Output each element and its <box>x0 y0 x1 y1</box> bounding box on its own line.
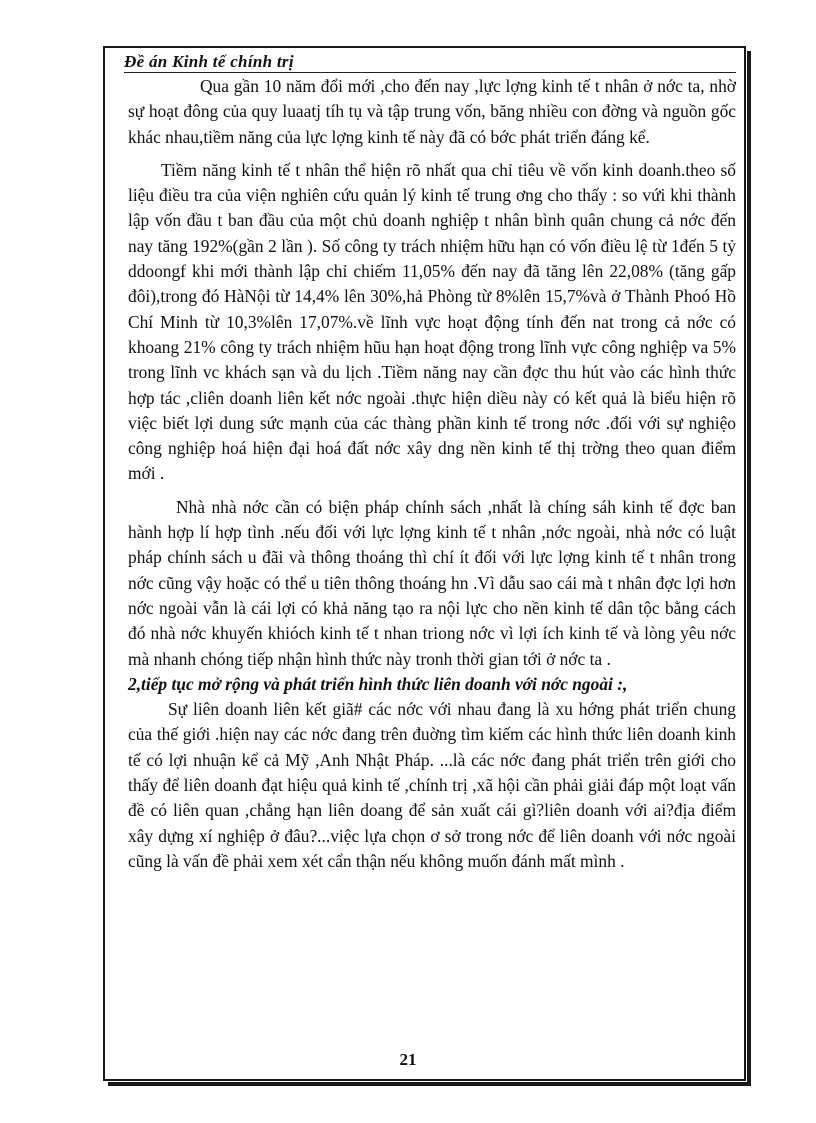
page-number: 21 <box>399 1050 417 1069</box>
running-header: Đề án Kinh tế chính trị <box>124 52 736 73</box>
paragraph-4: Sự liên doanh liên kết giã# các nớc với nhau đang là xu hớng phát triển chung của thế giới .hiện nay các nớc đang trên đuờng tìm kiếm các hình thức liên doanh kinh tế có lợi nhuận kể cả Mỹ ,Anh Nhật Pháp. ...là các nớc đang phát triển trên giới cho thấy để liên doanh đạt hiệu quả kinh tế ,chính trị ,xã hội cần phải giải đáp một loạt vấn đề có liên quan ,chẳng hạn liên doang để sản xuất cái gì?liên doanh với ai?địa điểm xây dựng xí nghiệp ở đâu?...việc lựa chọn ơ sở trong nớc để liên doanh với nớc ngoài cũng là vấn đề phải xem xét cẩn thận nếu không muốn đánh mất mình . <box>128 699 736 871</box>
body-text <box>128 74 736 874</box>
paragraph-1: Qua gần 10 năm đổi mới ,cho đến nay ,lực lợng kinh tế t nhân ở nớc ta, nhờ sự hoạt đông của quy luaatj tíh tụ và tập trung vốn, băng nhiều con đờng và nguồn gốc khác nhau,tiềm năng của lực lợng kinh tế này đã có bớc phát triển đáng kể. <box>128 76 736 147</box>
paragraph-3: Nhà nhà nớc cần có biện pháp chính sách ,nhất là chíng sáh kinh tế đợc ban hành hợp lí hợp tình .nếu đối với lực lợng kinh tế t nhân ,nớc ngoài, nhà nớc có luật pháp chính sách u đãi và thông thoáng thì chí ít đối với lực lợng kinh tế t nhân trong nớc cũng vậy hoặc có thể u tiên thông thoáng hn .Vì dẫu sao cái mà t nhân đợc lợi hơn nớc ngoài vẫn là cái lợi có khả năng tạo ra nội lực cho nền kinh tế dân tộc bằng cách đó nhà nớc khuyến khióch kinh tế t nhan triong nớc vì lợi ích kinh tế và lòng yêu nớc mà nhanh chóng tiếp nhận hình thức này tronh thời gian tới ở nớc ta . <box>128 496 736 669</box>
paragraph-2: Tiềm năng kinh tế t nhân thể hiện rõ nhất qua chỉ tiêu về vốn kinh doanh.theo số liệu điều tra của viện nghiên cứu quản lý kinh tế trung ơng cho thấy : so vứi khi thành lập vốn đầu t ban đầu của một chủ doanh nghiệp t nhân bình quân chung cả nớc đến nay tăng 192%(gần 2 lần ). Số công ty trách nhiệm hữu hạn có vốn điều lệ từ 1đến 5 tỷ ddoongf khi mới thành lập chỉ chiếm 11,05% đến nay đã tăng lên 22,08% (tăng gấp đôi),trong đó HàNội từ 14,4% lên 30%,hả Phòng từ 8%lên 15,7%và ở Thành Phoó Hồ Chí Minh từ 10,3%lên 17,07%.về lĩnh vực hoạt động tính đến nat trong cả nớc có khoang 21% công ty trách nhiệm hũu hạn hoạt động trong lĩnh vực công nghiệp va 5% trong lĩnh vc khách sạn và du lịch .Tiềm năng nay cần đợc thu hút vào các hình thức hợp tác ,cliên doanh liên kết nớc ngoài .thực hiện diều này có kết quả là biểu hiện rõ việc biết lợi dung sức mạnh của các thàng phần kinh tế trong nớc .đối với sự nghiệo công nghiệp hoá hiện đại hoá đất nớc xây dng nền kinh tế thị trờng theo quan điểm mới . <box>128 159 736 484</box>
section-heading: 2,tiếp tục mở rộng và phát triển hình thức liên doanh với nớc ngoài :, <box>128 673 628 694</box>
